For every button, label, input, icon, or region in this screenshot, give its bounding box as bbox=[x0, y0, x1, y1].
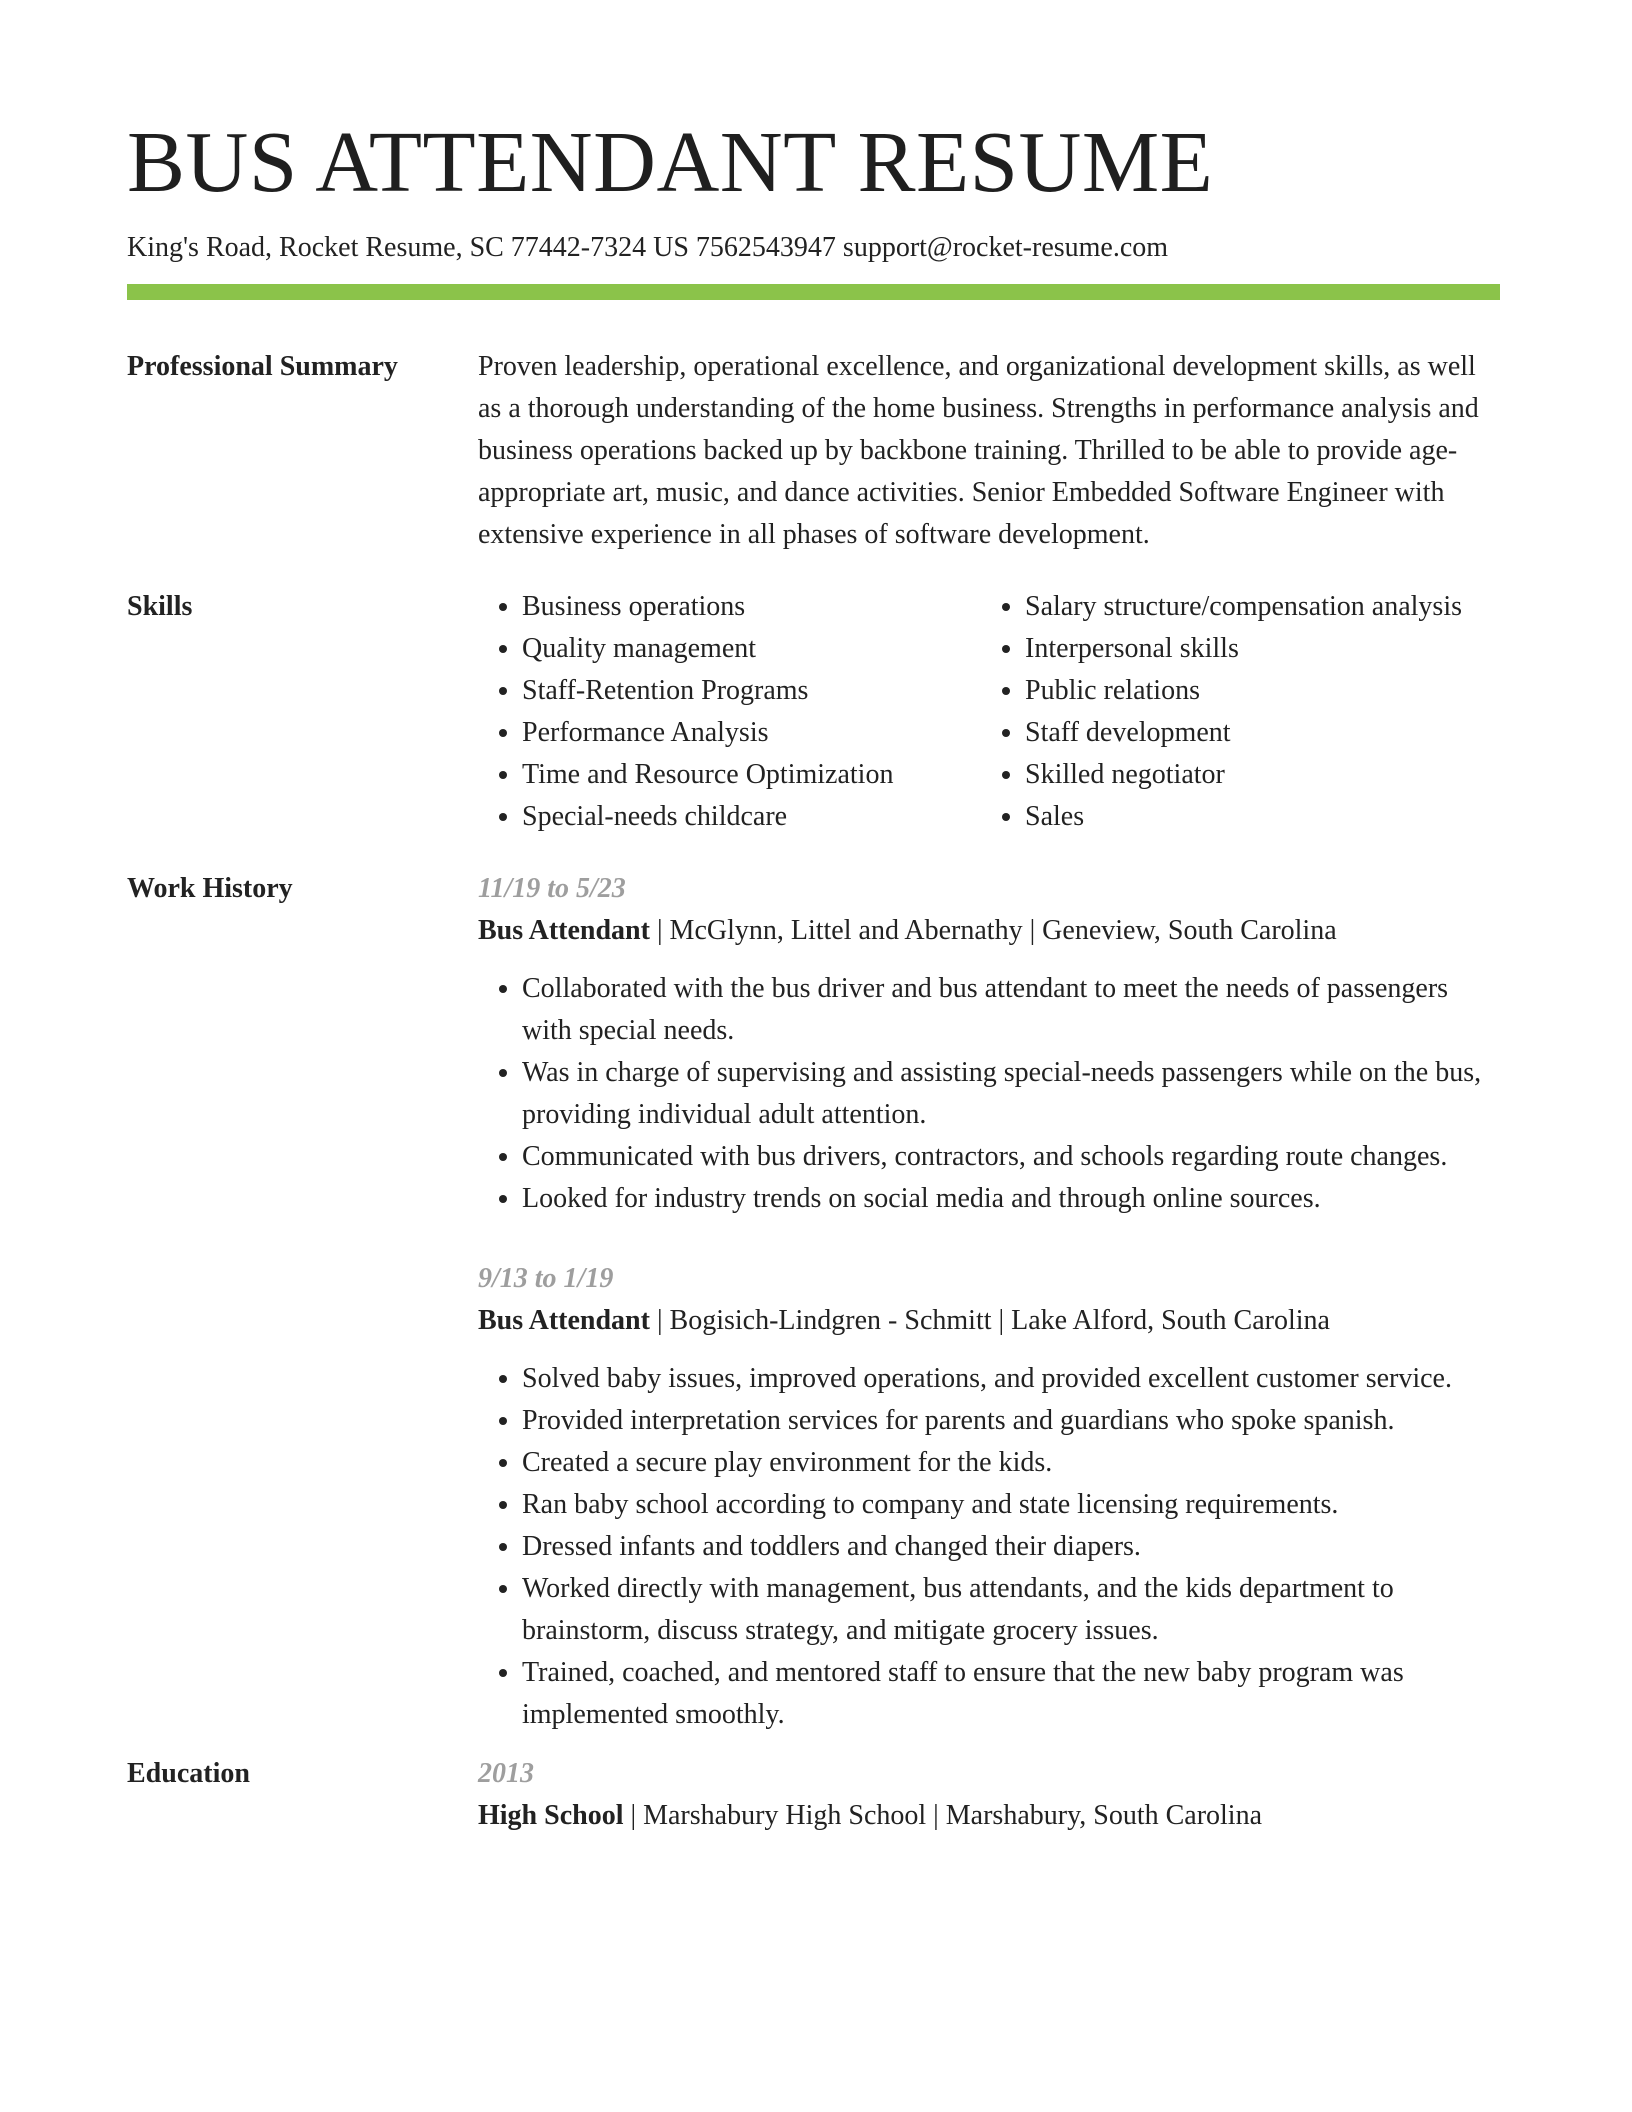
skill-item: • Public relations bbox=[1025, 670, 1484, 712]
job-details: | Bogisich-Lindgren - Schmitt | Lake Alford, South Carolina bbox=[649, 1305, 1330, 1336]
work-history-body bbox=[478, 868, 1500, 1736]
job-bullets bbox=[478, 1358, 1500, 1736]
job-bullet: • Solved baby issues, improved operations, and provided excellent customer service. bbox=[522, 1358, 1500, 1400]
skill-item: • Special-needs childcare bbox=[522, 796, 981, 838]
job-heading bbox=[478, 1300, 1500, 1342]
skill-item: • Sales bbox=[1025, 796, 1484, 838]
job-heading bbox=[478, 910, 1500, 952]
skill-item: • Quality management bbox=[522, 628, 981, 670]
skill-item: • Time and Resource Optimization bbox=[522, 754, 981, 796]
education-heading bbox=[478, 1795, 1500, 1837]
job-bullet: • Worked directly with management, bus attendants, and the kids department to brainstorm, discuss strategy, and mitigate grocery issues. bbox=[522, 1568, 1500, 1652]
job-bullet: • Provided interpretation services for parents and guardians who spoke spanish. bbox=[522, 1400, 1500, 1442]
skill-item: • Salary structure/compensation analysis bbox=[1025, 586, 1484, 628]
job-bullet: • Created a secure play environment for the kids. bbox=[522, 1442, 1500, 1484]
summary-label: Professional Summary bbox=[127, 351, 398, 382]
education-label: Education bbox=[127, 1758, 250, 1789]
job-dates: 9/13 to 1/19 bbox=[478, 1263, 614, 1294]
job-bullet: • Was in charge of supervising and assisting special-needs passengers while on the bus, providing individual adult attention. bbox=[522, 1052, 1500, 1136]
job-title: Bus Attendant bbox=[478, 1305, 650, 1336]
resume-title: BUS ATTENDANT RESUME bbox=[127, 113, 1214, 210]
skill-item: • Staff development bbox=[1025, 712, 1484, 754]
skills-column-left bbox=[478, 586, 981, 838]
education-body bbox=[478, 1753, 1500, 1837]
header-divider bbox=[127, 284, 1500, 300]
job-bullet: • Looked for industry trends on social media and through online sources. bbox=[522, 1178, 1500, 1220]
work-history-label: Work History bbox=[127, 873, 293, 904]
education-year: 2013 bbox=[478, 1758, 534, 1789]
job-entry bbox=[478, 1258, 1500, 1736]
skill-item: • Skilled negotiator bbox=[1025, 754, 1484, 796]
summary-text: Proven leadership, operational excellence, and organizational development skills, as well as a thorough understanding of the home business. Strengths in performance analysis and business operations backed up by backbone training. Thrilled to be able to provide age-appropriate art, music, and dance activities. Senior Embedded Software Engineer with extensive experience in all phases of software development. bbox=[478, 351, 1479, 550]
job-bullet: • Communicated with bus drivers, contractors, and schools regarding route changes. bbox=[522, 1136, 1500, 1178]
skill-item: • Interpersonal skills bbox=[1025, 628, 1484, 670]
job-bullet: • Trained, coached, and mentored staff to ensure that the new baby program was implemented smoothly. bbox=[522, 1652, 1500, 1736]
skill-item: • Staff-Retention Programs bbox=[522, 670, 981, 712]
job-bullets bbox=[478, 968, 1500, 1220]
summary-body bbox=[478, 346, 1500, 556]
education-details: | Marshabury High School | Marshabury, South Carolina bbox=[623, 1800, 1263, 1831]
skills-label: Skills bbox=[127, 591, 193, 622]
job-details: | McGlynn, Littel and Abernathy | Geneview, South Carolina bbox=[649, 915, 1337, 946]
skill-item: • Business operations bbox=[522, 586, 981, 628]
skill-item: • Performance Analysis bbox=[522, 712, 981, 754]
contact-line: King's Road, Rocket Resume, SC 77442-7324 US 7562543947 support@rocket-resume.com bbox=[127, 232, 1169, 263]
job-entry bbox=[478, 868, 1500, 1220]
skills-body bbox=[478, 586, 1500, 838]
job-dates: 11/19 to 5/23 bbox=[478, 873, 626, 904]
job-title: Bus Attendant bbox=[478, 915, 650, 946]
job-bullet: • Dressed infants and toddlers and changed their diapers. bbox=[522, 1526, 1500, 1568]
education-degree: High School bbox=[478, 1800, 624, 1831]
job-bullet: • Collaborated with the bus driver and bus attendant to meet the needs of passengers with special needs. bbox=[522, 968, 1500, 1052]
skills-column-right bbox=[981, 586, 1484, 838]
job-bullet: • Ran baby school according to company and state licensing requirements. bbox=[522, 1484, 1500, 1526]
